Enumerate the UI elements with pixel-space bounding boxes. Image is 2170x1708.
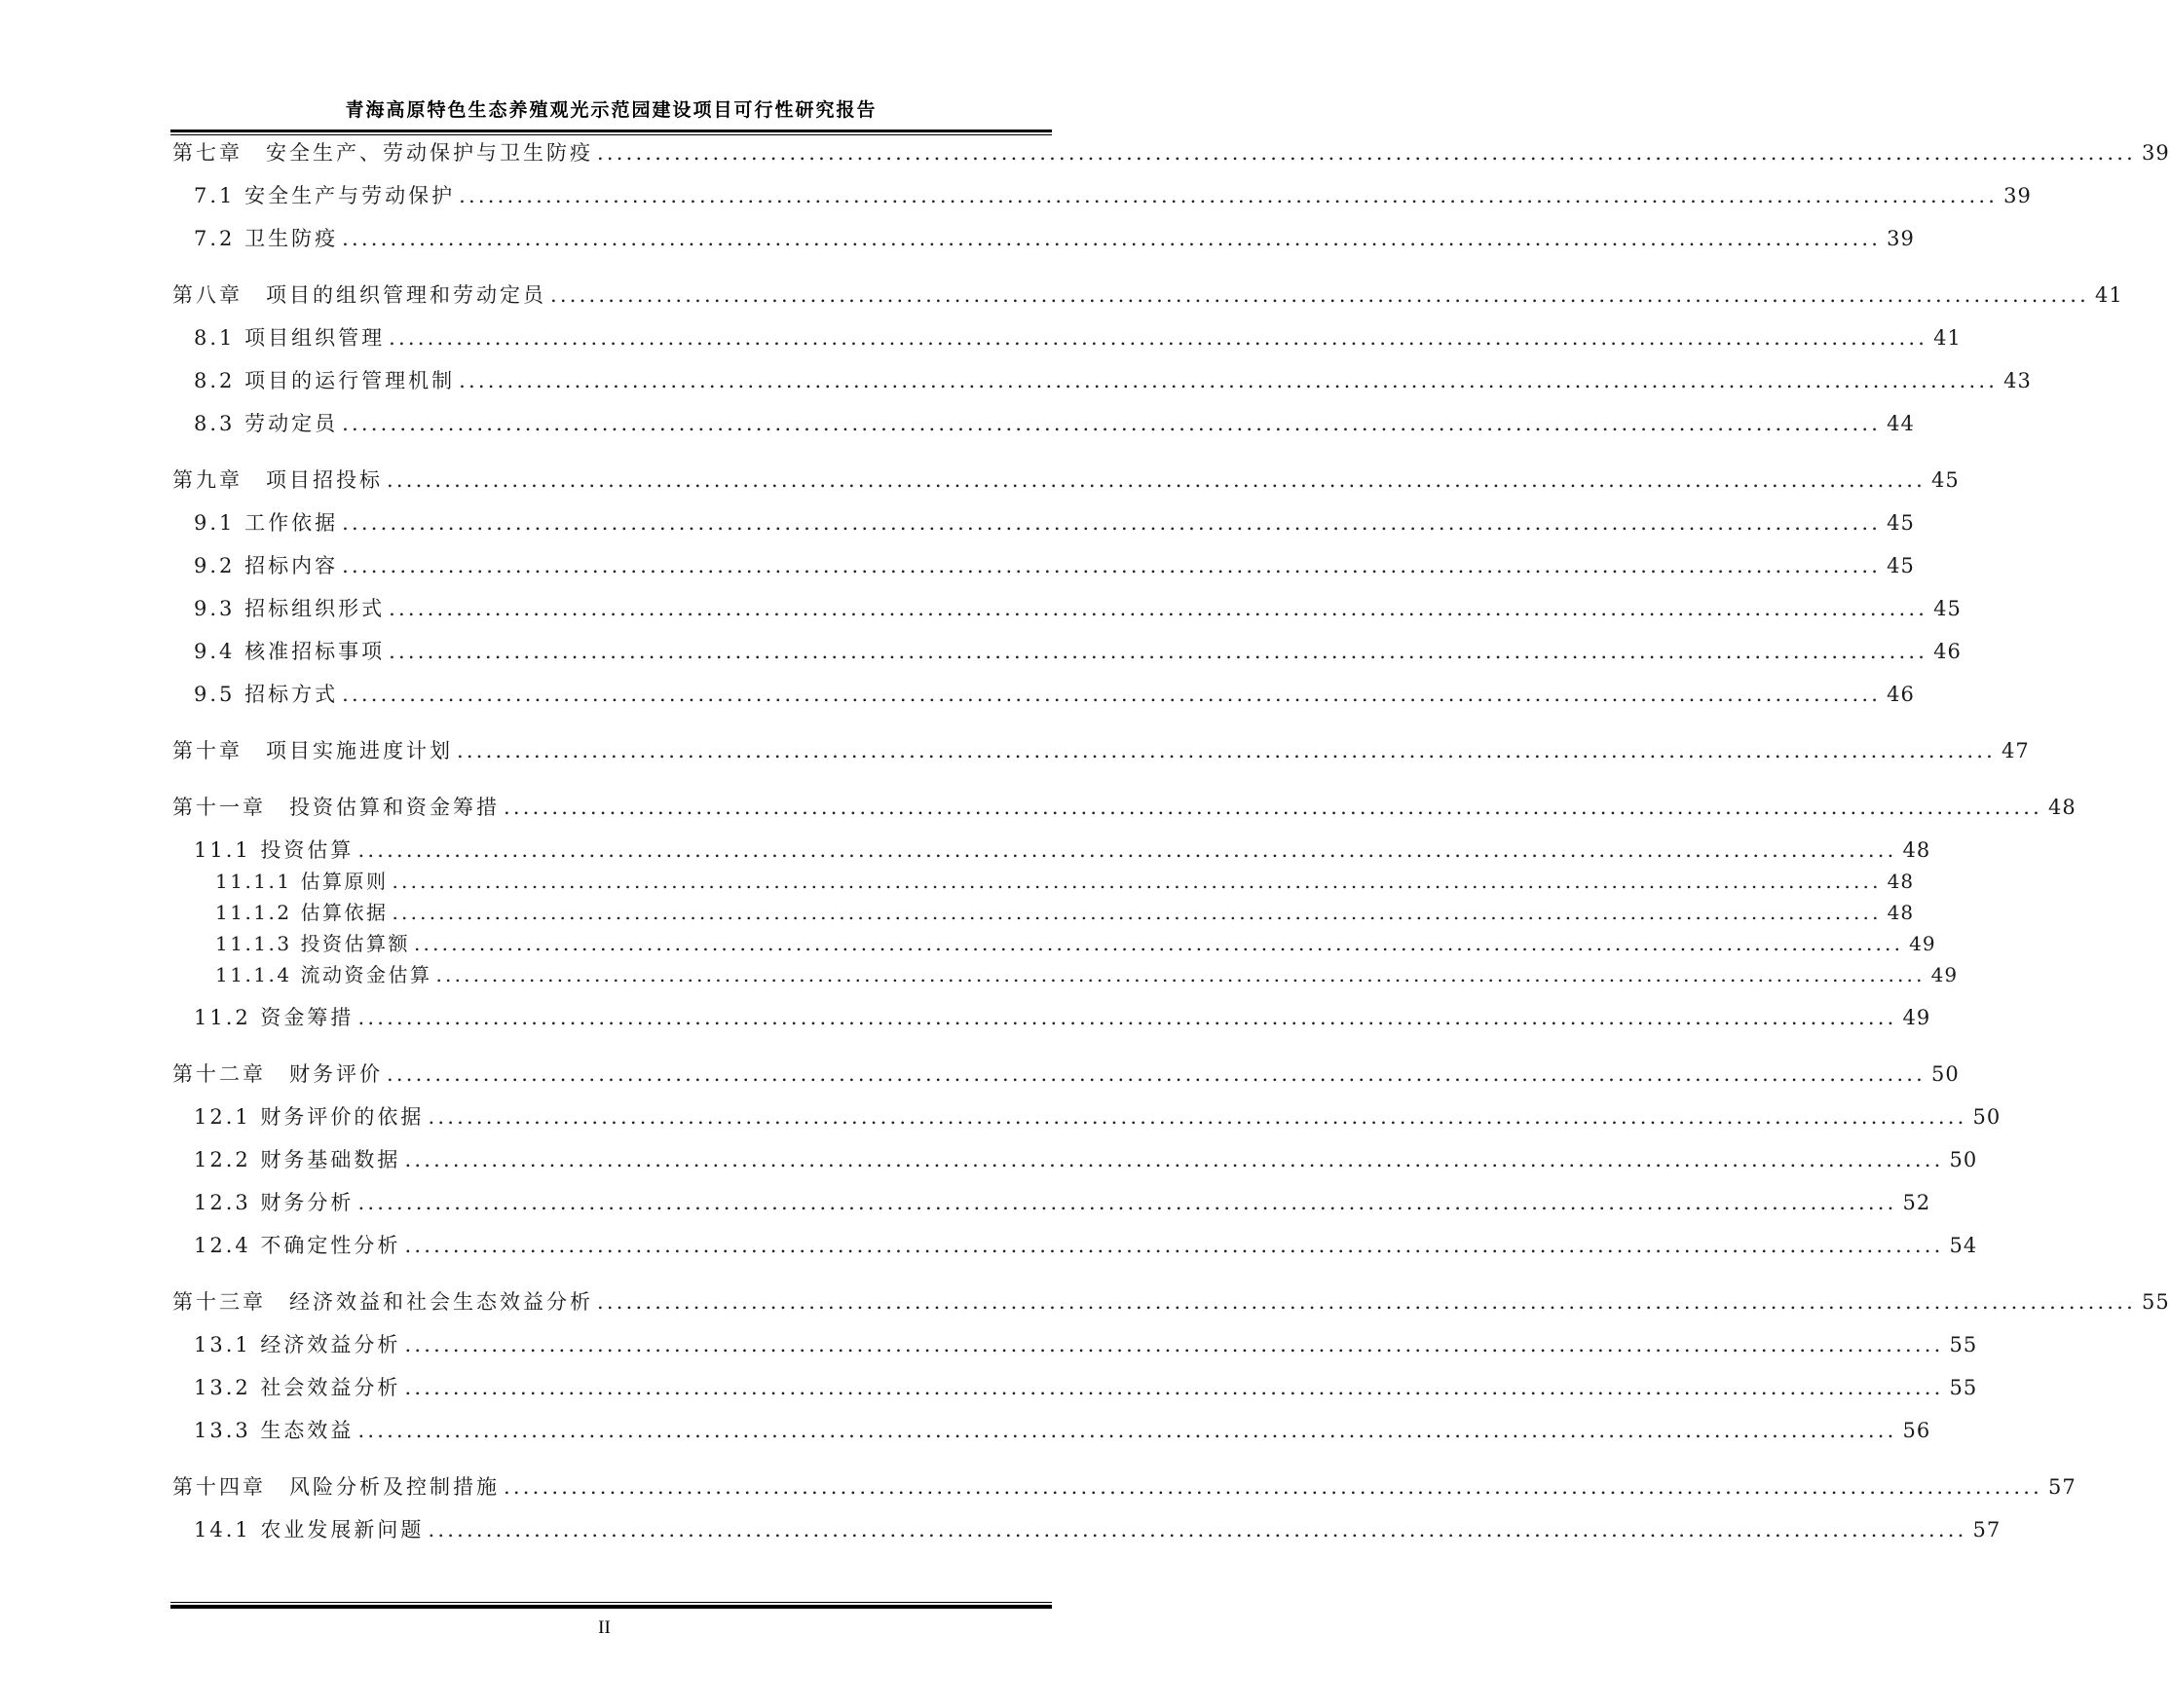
toc-chapter-entry[interactable] xyxy=(172,1472,2076,1502)
toc-entry-page-number: 44 xyxy=(1887,412,1915,435)
toc-entry-page-number: 56 xyxy=(1902,1419,1931,1442)
toc-dot-leader: ................................................................................................................................................................ xyxy=(597,141,2137,165)
toc-dot-leader: ................................................................................................................................................................ xyxy=(504,1475,2043,1499)
toc-chapter-entry[interactable] xyxy=(172,465,1960,495)
toc-dot-leader: ................................................................................................................................................................ xyxy=(387,1062,1927,1086)
toc-entry-label: 9.4 核准招标事项 xyxy=(194,640,386,663)
toc-subsection-entry[interactable] xyxy=(215,960,1959,989)
toc-dot-leader: ................................................................................................................................................................ xyxy=(404,1333,1944,1356)
toc-entry-label: 第七章 安全生产、劳动保护与卫生防疫 xyxy=(172,141,593,165)
toc-entry-label: 11.1.3 投资估算额 xyxy=(215,932,410,955)
toc-dot-leader: ................................................................................................................................................................ xyxy=(413,932,1904,955)
toc-dot-leader: ................................................................................................................................................................ xyxy=(389,326,1928,350)
toc-entry-label: 12.2 财务基础数据 xyxy=(194,1148,401,1171)
toc-entry-page-number: 45 xyxy=(1887,511,1915,535)
toc-dot-leader: ................................................................................................................................................................ xyxy=(392,901,1882,924)
toc-entry-page-number: 55 xyxy=(1949,1376,1978,1399)
toc-entry-page-number: 45 xyxy=(1887,554,1915,577)
toc-dot-leader: ................................................................................................................................................................ xyxy=(342,511,1882,535)
toc-section-entry[interactable] xyxy=(194,1515,2002,1544)
toc-subsection-entry[interactable] xyxy=(215,867,1915,896)
toc-entry-label: 第十三章 经济效益和社会生态效益分析 xyxy=(172,1290,593,1314)
toc-entry-page-number: 46 xyxy=(1887,683,1915,706)
toc-chapter-entry[interactable] xyxy=(172,793,2076,822)
toc-dot-leader: ................................................................................................................................................................ xyxy=(357,1419,1897,1442)
toc-entry-page-number: 41 xyxy=(2095,283,2123,307)
toc-section-entry[interactable] xyxy=(194,637,1962,666)
toc-entry-label: 第十二章 财务评价 xyxy=(172,1062,383,1086)
toc-section-entry[interactable] xyxy=(194,1145,1978,1174)
toc-dot-leader: ................................................................................................................................................................ xyxy=(459,184,1999,207)
toc-entry-label: 11.1.2 估算依据 xyxy=(215,901,389,924)
toc-entry-page-number: 41 xyxy=(1933,326,1962,350)
toc-entry-label: 第九章 项目招投标 xyxy=(172,468,383,492)
toc-chapter-entry[interactable] xyxy=(172,1059,1960,1089)
toc-dot-leader: ................................................................................................................................................................ xyxy=(342,227,1882,250)
page-header-title: 青海高原特色生态养殖观光示范园建设项目可行性研究报告 xyxy=(345,99,878,121)
toc-entry-label: 9.5 招标方式 xyxy=(194,683,339,706)
toc-section-entry[interactable] xyxy=(194,1231,1978,1260)
toc-entry-label: 9.3 招标组织形式 xyxy=(194,597,386,620)
toc-chapter-entry[interactable] xyxy=(172,1287,2170,1317)
toc-entry-page-number: 48 xyxy=(1887,870,1915,893)
toc-entry-page-number: 48 xyxy=(1887,901,1915,924)
toc-subsection-entry[interactable] xyxy=(215,898,1915,927)
toc-section-entry[interactable] xyxy=(194,224,1915,253)
toc-entry-label: 13.3 生态效益 xyxy=(194,1419,355,1442)
toc-entry-label: 11.1.1 估算原则 xyxy=(215,870,389,893)
toc-entry-label: 9.2 招标内容 xyxy=(194,554,339,577)
toc-entry-label: 12.1 财务评价的依据 xyxy=(194,1105,425,1129)
toc-dot-leader: ................................................................................................................................................................ xyxy=(389,597,1928,620)
toc-section-entry[interactable] xyxy=(194,1102,2002,1132)
toc-dot-leader: ................................................................................................................................................................ xyxy=(428,1518,1967,1541)
toc-entry-page-number: 45 xyxy=(1931,468,1960,492)
toc-section-entry[interactable] xyxy=(194,1003,1931,1032)
toc-dot-leader: ................................................................................................................................................................ xyxy=(342,683,1882,706)
toc-entry-label: 13.1 经济效益分析 xyxy=(194,1333,401,1356)
toc-entry-label: 11.1.4 流动资金估算 xyxy=(215,963,432,986)
toc-entry-page-number: 43 xyxy=(2003,369,2032,392)
footer-rule-thin xyxy=(170,1602,1052,1603)
toc-entry-page-number: 50 xyxy=(1931,1062,1960,1086)
toc-entry-label: 第十章 项目实施进度计划 xyxy=(172,739,453,762)
toc-dot-leader: ................................................................................................................................................................ xyxy=(597,1290,2137,1314)
toc-entry-page-number: 50 xyxy=(1949,1148,1978,1171)
toc-entry-label: 第十四章 风险分析及控制措施 xyxy=(172,1475,500,1499)
toc-entry-label: 8.1 项目组织管理 xyxy=(194,326,386,350)
toc-dot-leader: ................................................................................................................................................................ xyxy=(389,640,1928,663)
toc-entry-page-number: 50 xyxy=(1972,1105,2002,1129)
toc-dot-leader: ................................................................................................................................................................ xyxy=(342,554,1882,577)
toc-entry-page-number: 55 xyxy=(2142,1290,2170,1314)
toc-section-entry[interactable] xyxy=(194,1188,1931,1217)
toc-dot-leader: ................................................................................................................................................................ xyxy=(428,1105,1967,1129)
toc-entry-page-number: 47 xyxy=(2002,739,2030,762)
toc-entry-page-number: 49 xyxy=(1902,1006,1931,1029)
toc-entry-label: 第十一章 投资估算和资金筹措 xyxy=(172,796,500,819)
toc-section-entry[interactable] xyxy=(194,508,1915,538)
toc-entry-label: 第八章 项目的组织管理和劳动定员 xyxy=(172,283,546,307)
toc-entry-label: 8.2 项目的运行管理机制 xyxy=(194,369,456,392)
toc-dot-leader: ................................................................................................................................................................ xyxy=(504,796,2043,819)
toc-entry-page-number: 54 xyxy=(1949,1234,1978,1257)
toc-entry-page-number: 46 xyxy=(1933,640,1962,663)
toc-dot-leader: ................................................................................................................................................................ xyxy=(392,870,1882,893)
toc-entry-label: 9.1 工作依据 xyxy=(194,511,339,535)
toc-chapter-entry[interactable] xyxy=(172,736,2030,765)
toc-dot-leader: ................................................................................................................................................................ xyxy=(404,1148,1944,1171)
toc-dot-leader: ................................................................................................................................................................ xyxy=(404,1376,1944,1399)
toc-section-entry[interactable] xyxy=(194,594,1962,623)
toc-section-entry[interactable] xyxy=(194,1373,1978,1402)
toc-section-entry[interactable] xyxy=(194,366,2032,395)
toc-dot-leader: ................................................................................................................................................................ xyxy=(550,283,2090,307)
toc-entry-page-number: 39 xyxy=(1887,227,1915,250)
toc-entry-label: 12.3 财务分析 xyxy=(194,1191,355,1214)
toc-subsection-entry[interactable] xyxy=(215,929,1936,958)
toc-entry-label: 8.3 劳动定员 xyxy=(194,412,339,435)
toc-dot-leader: ................................................................................................................................................................ xyxy=(387,468,1927,492)
toc-dot-leader: ................................................................................................................................................................ xyxy=(342,412,1882,435)
toc-section-entry[interactable] xyxy=(194,835,1931,865)
toc-dot-leader: ................................................................................................................................................................ xyxy=(404,1234,1944,1257)
toc-section-entry[interactable] xyxy=(194,551,1915,580)
footer-page-number: II xyxy=(598,1617,611,1638)
toc-dot-leader: ................................................................................................................................................................ xyxy=(459,369,1999,392)
toc-entry-page-number: 48 xyxy=(2048,796,2076,819)
toc-entry-label: 14.1 农业发展新问题 xyxy=(194,1518,425,1541)
toc-entry-page-number: 49 xyxy=(1909,932,1936,955)
toc-section-entry[interactable] xyxy=(194,1416,1931,1445)
toc-entry-label: 7.1 安全生产与劳动保护 xyxy=(194,184,456,207)
toc-chapter-entry[interactable] xyxy=(172,280,2123,310)
toc-entry-page-number: 57 xyxy=(2048,1475,2076,1499)
toc-section-entry[interactable] xyxy=(194,409,1915,438)
toc-entry-page-number: 48 xyxy=(1902,838,1931,862)
toc-entry-page-number: 55 xyxy=(1949,1333,1978,1356)
toc-dot-leader: ................................................................................................................................................................ xyxy=(357,1191,1897,1214)
toc-entry-page-number: 39 xyxy=(2142,141,2170,165)
toc-section-entry[interactable] xyxy=(194,1330,1978,1359)
toc-entry-page-number: 39 xyxy=(2003,184,2032,207)
toc-section-entry[interactable] xyxy=(194,680,1915,709)
toc-entry-label: 7.2 卫生防疫 xyxy=(194,227,339,250)
toc-entry-page-number: 52 xyxy=(1902,1191,1931,1214)
footer-rule-thick xyxy=(170,1605,1052,1609)
toc-section-entry[interactable] xyxy=(194,181,2032,210)
toc-dot-leader: ................................................................................................................................................................ xyxy=(357,838,1897,862)
toc-chapter-entry[interactable] xyxy=(172,138,2170,167)
toc-section-entry[interactable] xyxy=(194,323,1962,353)
toc-dot-leader: ................................................................................................................................................................ xyxy=(457,739,1997,762)
toc-dot-leader: ................................................................................................................................................................ xyxy=(435,963,1926,986)
toc-entry-label: 11.2 资金筹措 xyxy=(194,1006,355,1029)
toc-entry-page-number: 45 xyxy=(1933,597,1962,620)
toc-dot-leader: ................................................................................................................................................................ xyxy=(357,1006,1897,1029)
toc-entry-label: 12.4 不确定性分析 xyxy=(194,1234,401,1257)
toc-entry-page-number: 57 xyxy=(1972,1518,2002,1541)
toc-entry-label: 13.2 社会效益分析 xyxy=(194,1376,401,1399)
toc-entry-page-number: 49 xyxy=(1930,963,1959,986)
toc-entry-label: 11.1 投资估算 xyxy=(194,838,355,862)
